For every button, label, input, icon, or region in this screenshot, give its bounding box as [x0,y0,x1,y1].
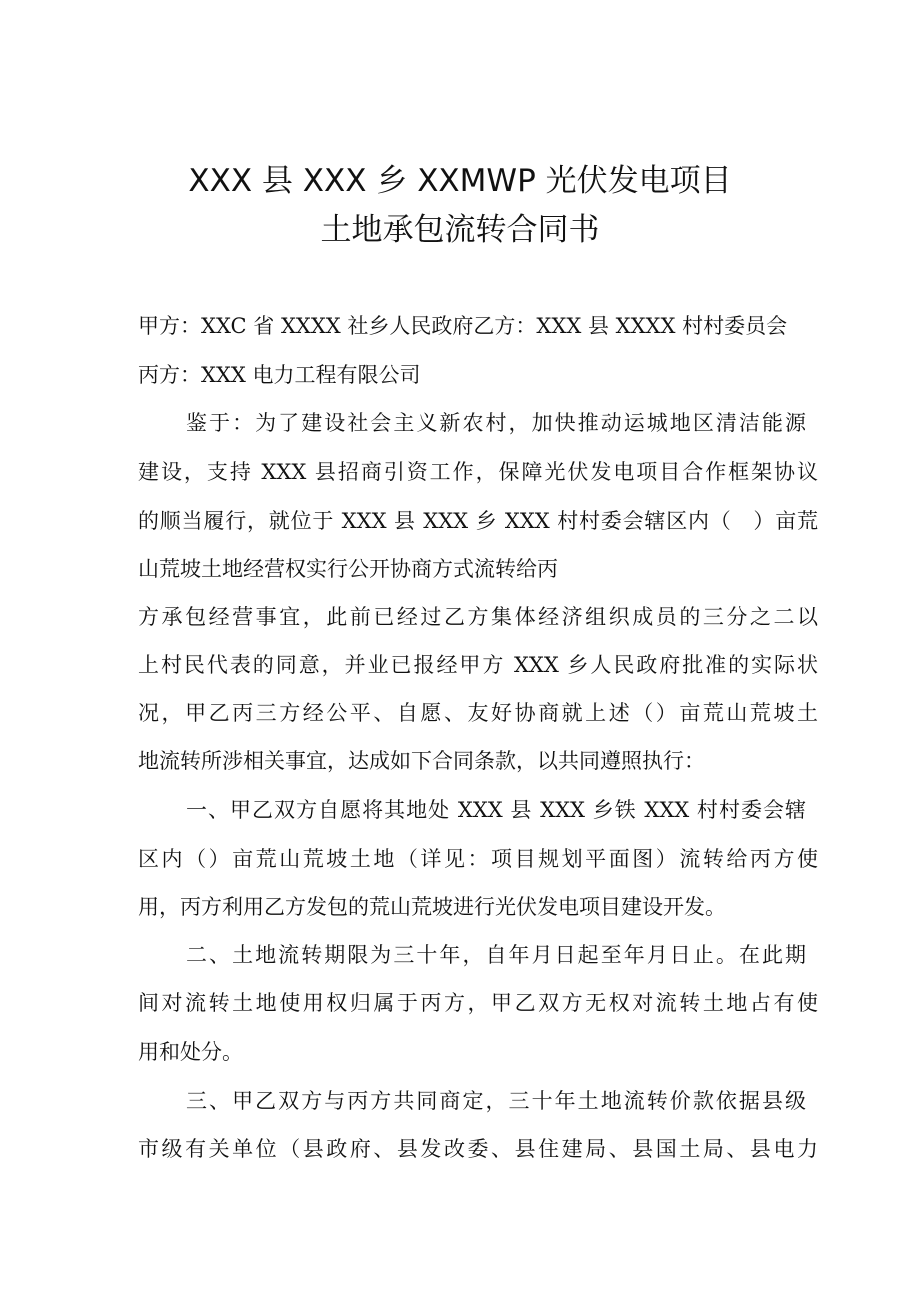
parties-line-1: 甲方：XXC 省 XXXX 社乡人民政府乙方：XXX 县 XXXX 村村委员会 [138,314,788,338]
clause-2-line-2: 间对流转土地使用权归属于丙方，甲乙双方无权对流转土地占有使 [138,991,818,1015]
body-line-8: 地流转所涉相关事宜，达成如下合同条款，以共同遵照执行： [138,749,705,773]
document-title-line-2: 土地承包流转合同书 [320,212,600,248]
clause-3-line-2: 市级有关单位（县政府、县发改委、县住建局、县国土局、县电力 [138,1137,818,1161]
body-line-4: 山荒坡土地经营权实行公开协商方式流转给丙 [138,557,558,581]
document-title-line-1: XXX 县 XXX 乡 XXMWP 光伏发电项目 [188,163,732,199]
body-line-5: 方承包经营事宜，此前已经过乙方集体经济组织成员的三分之二以 [138,605,818,629]
body-line-1: 鉴于：为了建设社会主义新农村，加快推动运城地区清洁能源 [186,411,806,435]
clause-2-line-1: 二、土地流转期限为三十年，自年月日起至年月日止。在此期 [186,943,806,967]
parties-line-2: 丙方：XXX 电力工程有限公司 [138,363,421,387]
clause-1-line-1: 一、甲乙双方自愿将其地处 XXX 县 XXX 乡铁 XXX 村村委会辖 [186,798,806,822]
clause-1-line-2: 区内（）亩荒山荒坡土地（详见：项目规划平面图）流转给丙方使 [138,847,818,871]
body-line-3: 的顺当履行，就位于 XXX 县 XXX 乡 XXX 村村委会辖区内（ ）亩荒 [138,509,818,533]
body-line-6: 上村民代表的同意，并业已报经甲方 XXX 乡人民政府批准的实际状 [138,653,818,677]
clause-1-line-3: 用，丙方利用乙方发包的荒山荒坡进行光伏发电项目建设开发。 [138,895,726,919]
clause-3-line-1: 三、甲乙双方与丙方共同商定，三十年土地流转价款依据县级 [186,1089,806,1113]
clause-2-line-3: 用和处分。 [138,1040,243,1064]
body-line-7: 况，甲乙丙三方经公平、自愿、友好协商就上述（）亩荒山荒坡土 [138,701,818,725]
body-line-2: 建设，支持 XXX 县招商引资工作，保障光伏发电项目合作框架协议 [138,460,818,484]
